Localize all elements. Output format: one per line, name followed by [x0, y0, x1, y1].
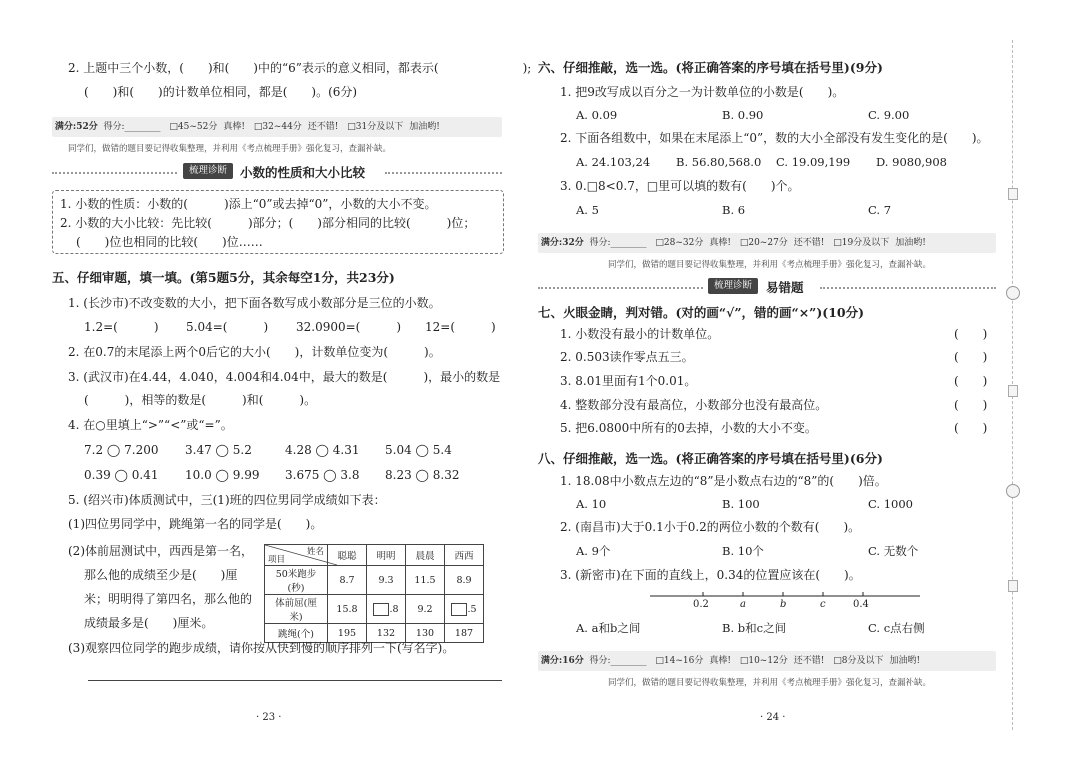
answer-blank: 32.0900=( ): [296, 320, 402, 334]
tip-note: 同学们，做错的题目要记得收集整理，并利用《考点梳理手册》强化复习，查漏补缺。: [68, 144, 392, 154]
compare-item: 3.47 ◯ 5.2: [185, 443, 252, 457]
option: B. 0.90: [722, 108, 764, 122]
question-text: 3. (武汉市)在4.44，4.040，4.004和4.04中，最大的数是( )，最小的数是: [68, 370, 501, 384]
binding-mark: [1008, 385, 1018, 397]
true-false-item: 5. 把6.0800中所有的0去掉，小数的大小不变。: [560, 421, 817, 435]
question-text: 那么他的成绩至少是( )厘: [84, 568, 238, 582]
compare-item: 7.2 ◯ 7.200: [84, 443, 159, 457]
binding-mark: [1008, 188, 1018, 200]
option: B. 100: [722, 497, 760, 511]
score-range: □14~16分: [655, 656, 704, 666]
option: A. 10: [576, 497, 607, 511]
tip-note: 同学们，做错的题目要记得收集整理，并利用《考点梳理手册》强化复习，查漏补缺。: [608, 678, 932, 688]
binding-hole: [1006, 484, 1020, 498]
section-heading: 八、仔细推敲，选一选。(将正确答案的序号填在括号里)(6分): [538, 451, 883, 466]
true-false-item: 2. 0.503读作零点五三。: [560, 350, 694, 364]
option: A. 24.103,24: [576, 155, 651, 169]
binding-hole: [1006, 286, 1020, 300]
number-line-label: a: [740, 599, 746, 610]
compare-item: 8.23 ◯ 8.32: [385, 468, 460, 482]
section-tag: 梳理诊断: [708, 278, 758, 294]
divider: [385, 172, 502, 174]
table-cell: 50米跑步(秒): [265, 566, 328, 595]
question-text: 3. 0.□8<0.7，□里可以填的数有( )个。: [560, 179, 800, 193]
number-line-label: c: [820, 599, 826, 610]
true-false-item: 4. 整数部分没有最高位，小数部分也没有最高位。: [560, 398, 828, 412]
compare-item: 3.675 ◯ 3.8: [285, 468, 360, 482]
section-tag: 梳理诊断: [183, 163, 233, 179]
score-got: 得分:________: [589, 656, 647, 666]
option: A. 0.09: [576, 108, 618, 122]
option: C. 19.09,199: [776, 155, 851, 169]
option: B. 6: [722, 203, 746, 217]
option: C. c点右侧: [868, 621, 925, 635]
blank-box: [451, 603, 467, 616]
score-table: [264, 544, 484, 643]
number-line-label: 0.4: [853, 599, 869, 610]
score-comment: 加油哟!: [409, 122, 440, 132]
table-header: 西西: [445, 545, 484, 566]
true-false-item: 3. 8.01里面有1个0.01。: [560, 374, 697, 388]
answer-blank: 5.04=( ): [186, 320, 269, 334]
number-line-label: 0.2: [693, 599, 709, 610]
score-range: □32~44分: [253, 122, 302, 132]
question-text: 4. 在○里填上“>”“<”或“=”。: [68, 418, 233, 432]
option: C. 9.00: [868, 108, 910, 122]
table-header: 明明: [367, 545, 406, 566]
table-cell: 187: [445, 624, 484, 643]
corner-label: 项目: [268, 555, 286, 565]
option: B. b和c之间: [722, 621, 787, 635]
question-text: (1)四位男同学中，跳绳第一名的同学是( )。: [68, 517, 323, 531]
compare-item: 0.39 ◯ 0.41: [84, 468, 159, 482]
option: D. 9080,908: [876, 155, 947, 169]
answer-bracket: ( ): [954, 374, 988, 388]
score-range: □45~52分: [169, 122, 218, 132]
score-range: □19分及以下: [833, 238, 890, 248]
table-header-row: [265, 545, 484, 566]
table-cell: 11.5: [406, 566, 445, 595]
table-row: [265, 566, 484, 595]
divider: [52, 172, 177, 174]
question-text: ( )，相等的数是( )和( )。: [84, 393, 317, 407]
question-text: 2. 上题中三个小数，( )和( )中的“6”表示的意义相同，都表示( );: [68, 61, 532, 75]
divider: [538, 287, 703, 289]
table-cell: 195: [328, 624, 367, 643]
compare-item: 10.0 ◯ 9.99: [185, 468, 260, 482]
table-cell: 体前屈(厘米): [265, 595, 328, 624]
question-text: 5. (绍兴市)体质测试中，三(1)班的四位男同学成绩如下表：: [68, 493, 386, 507]
question-text: 1. 18.08中小数点左边的“8”是小数点右边的“8”的( )倍。: [560, 474, 887, 488]
score-comment: 加油哟!: [889, 656, 921, 666]
knowledge-line: 2. 小数的大小比较：先比较( )部分；( )部分相同的比较( )位；: [60, 216, 476, 230]
answer-bracket: ( ): [954, 327, 988, 341]
score-range: □28~32分: [655, 238, 704, 248]
option: A. a和b之间: [576, 621, 641, 635]
table-header: 晨晨: [406, 545, 445, 566]
table-cell: 15.8: [328, 595, 367, 624]
answer-bracket: ( ): [954, 350, 988, 364]
table-row: [265, 595, 484, 624]
table-cell: 132: [367, 624, 406, 643]
left-page: [0, 0, 530, 765]
blank-box: [373, 603, 389, 616]
answer-blank: 1.2=( ): [84, 320, 159, 334]
score-range: □20~27分: [739, 238, 788, 248]
option: A. 5: [576, 203, 599, 217]
binding-mark: [1008, 580, 1018, 592]
cell-value: .5: [467, 603, 477, 615]
score-comment: 还不错!: [793, 656, 825, 666]
table-cell: 8.9: [445, 566, 484, 595]
knowledge-line: 1. 小数的性质：小数的( )添上“0”或去掉“0”，小数的大小不变。: [60, 197, 437, 211]
topic-title: 小数的性质和大小比较: [240, 165, 366, 180]
score-comment: 真棒!: [709, 656, 731, 666]
question-text: 1. 把9改写成以百分之一为计数单位的小数是( )。: [560, 85, 845, 99]
question-text: 米；明明得了第四名，那么他的: [84, 592, 253, 606]
page-number: · 24 ·: [760, 712, 786, 723]
option: C. 1000: [868, 497, 913, 511]
divider: [820, 287, 996, 289]
table-corner: [265, 545, 328, 566]
score-comment: 还不错!: [307, 122, 339, 132]
question-text: 1. (长沙市)不改变数的大小，把下面各数写成小数部分是三位的小数。: [68, 296, 441, 310]
score-bar: [538, 233, 996, 253]
score-range: □10~12分: [739, 656, 788, 666]
answer-bracket: ( ): [954, 421, 988, 435]
option: B. 10个: [722, 544, 764, 558]
question-text: 2. 在0.7的末尾添上两个0后它的大小( )，计数单位变为( )。: [68, 345, 441, 359]
answer-blank: 12=( ): [425, 320, 496, 334]
question-text: 3. (新密市)在下面的直线上，0.34的位置应该在( )。: [560, 568, 861, 582]
section-heading: 六、仔细推敲，选一选。(将正确答案的序号填在括号里)(9分): [538, 60, 883, 75]
score-total: 满分:16分: [540, 656, 584, 666]
section-heading: 七、火眼金睛，判对错。(对的画“√”，错的画“×”)(10分): [538, 305, 865, 320]
answer-line: [88, 680, 502, 681]
answer-bracket: ( ): [954, 398, 988, 412]
score-bar: [538, 651, 996, 671]
tip-note: 同学们，做错的题目要记得收集整理，并利用《考点梳理手册》强化复习，查漏补缺。: [608, 260, 932, 270]
corner-label: 姓名: [306, 547, 324, 557]
score-got: 得分:________: [103, 122, 161, 132]
page-number: · 23 ·: [256, 712, 282, 723]
score-comment: 真棒!: [709, 238, 731, 248]
table-cell: 跳绳(个): [265, 624, 328, 643]
question-text: (3)观察四位同学的跑步成绩，请你按从快到慢的顺序排列一下(写名字)。: [68, 641, 455, 655]
table-header: 聪聪: [328, 545, 367, 566]
score-comment: 加油哟!: [895, 238, 926, 248]
score-total: 满分:32分: [540, 238, 584, 248]
topic-title: 易错题: [766, 280, 804, 295]
score-comment: 还不错!: [793, 238, 825, 248]
score-got: 得分:________: [589, 238, 647, 248]
question-text: 2. 下面各组数中，如果在末尾添上“0”，数的大小全部没有发生变化的是( )。: [560, 131, 989, 145]
right-page: [530, 0, 1030, 765]
score-bar: [52, 117, 502, 137]
table-cell: 130: [406, 624, 445, 643]
true-false-item: 1. 小数没有最小的计数单位。: [560, 327, 720, 341]
option: C. 7: [868, 203, 892, 217]
question-text: 2. (南昌市)大于0.1小于0.2的两位小数的个数有( )。: [560, 520, 861, 534]
option: B. 56.80,568.0: [676, 155, 762, 169]
score-range: □8分及以下: [833, 656, 884, 666]
number-line-label: b: [780, 599, 787, 610]
table-cell: [367, 595, 406, 624]
question-text: ( )和( )的计数单位相同，都是( )。(6分): [84, 85, 358, 99]
table-cell: [445, 595, 484, 624]
table-cell: 9.2: [406, 595, 445, 624]
table-cell: 9.3: [367, 566, 406, 595]
compare-item: 4.28 ◯ 4.31: [285, 443, 360, 457]
question-text: 成绩最多是( )厘米。: [84, 616, 214, 630]
cell-value: .8: [389, 603, 399, 615]
knowledge-line: ( )位也相同的比较( )位……: [76, 235, 263, 249]
option: C. 无数个: [868, 544, 919, 558]
question-text: (2)体前屈测试中，西西是第一名，: [68, 544, 253, 558]
compare-item: 5.04 ◯ 5.4: [385, 443, 452, 457]
table-cell: 8.7: [328, 566, 367, 595]
score-comment: 真棒!: [223, 122, 245, 132]
score-total: 满分:52分: [54, 122, 98, 132]
option: A. 9个: [576, 544, 611, 558]
section-heading: 五、仔细审题，填一填。(第5题5分，其余每空1分，共23分): [52, 270, 395, 285]
score-range: □31分及以下: [347, 122, 404, 132]
